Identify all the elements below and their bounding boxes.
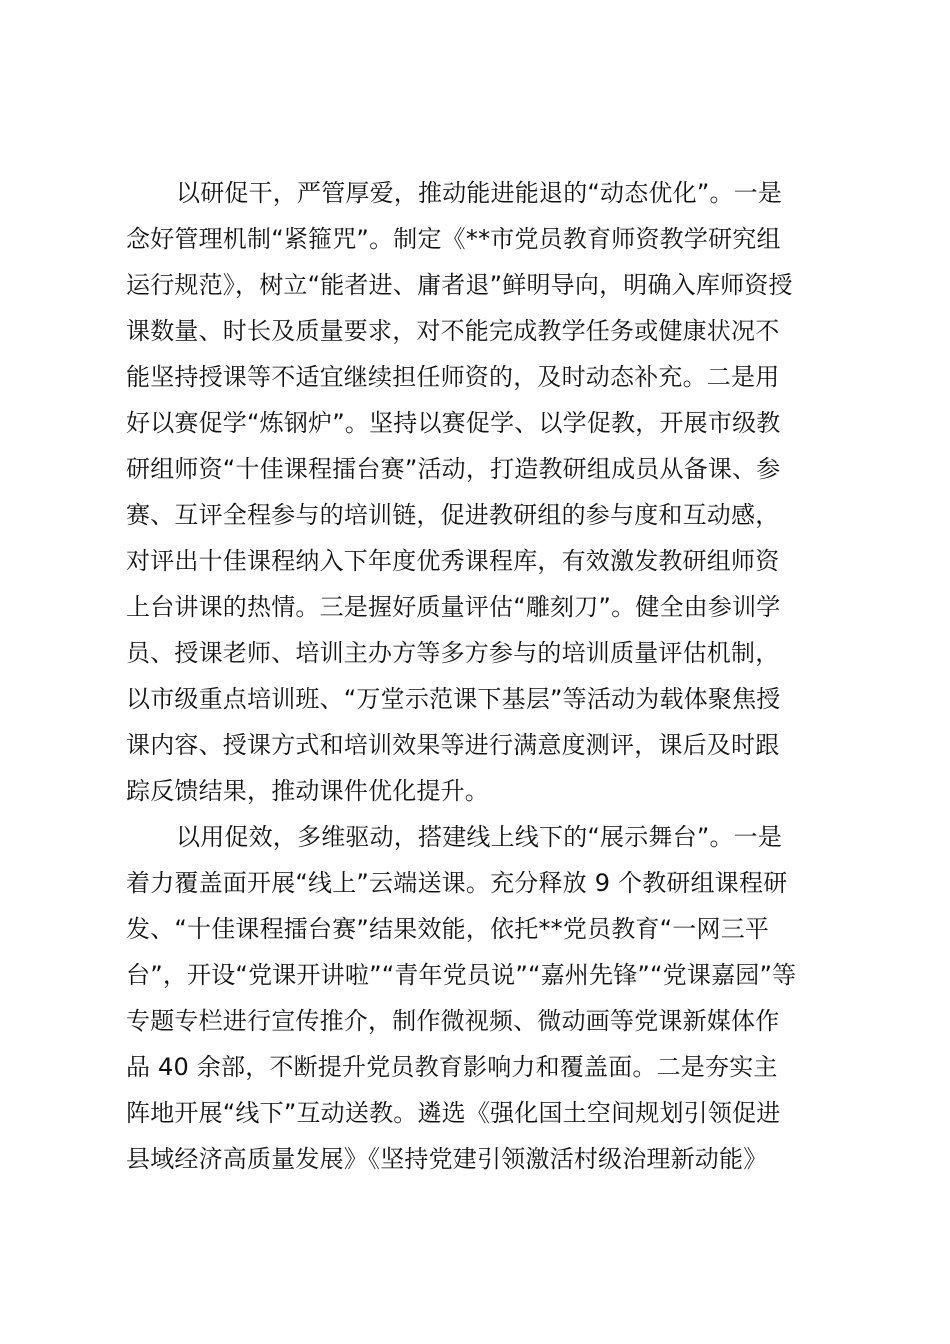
text-line: 以市级重点培训班、“万堂示范课下基层”等活动为载体聚焦授 (126, 685, 781, 713)
text-line: 踪反馈结果，推动课件优化提升。 (126, 777, 489, 805)
text-line: 课内容、授课方式和培训效果等进行满意度测评，课后及时跟 (126, 731, 780, 759)
text-line: 念好管理机制“紧箍咒”。制定《**市党员教育师资教学研究组 (126, 225, 781, 253)
paragraph-2 (126, 820, 826, 1188)
paragraph-1 (126, 176, 826, 820)
text-line: 县域经济高质量发展》《坚持党建引领激活村级治理新动能》 (126, 1145, 768, 1173)
text-line: 着力覆盖面开展“线上”云端送课。充分释放 9 个教研组课程研 (126, 869, 788, 897)
text-line: 以研促干，严管厚爱，推动能进能退的“动态优化”。一是 (176, 179, 783, 207)
text-line: 赛、互评全程参与的培训链，促进教研组的参与度和互动感， (126, 501, 780, 529)
text-line: 发、“十佳课程擂台赛”结果效能，依托**党员教育“一网三平 (126, 915, 770, 943)
text-line: 品 40 余部，不断提升党员教育影响力和覆盖面。二是夯实主 (126, 1053, 778, 1081)
text-line: 课数量、时长及质量要求，对不能完成教学任务或健康状况不 (126, 317, 780, 345)
text-line: 以用促效，多维驱动，搭建线上线下的“展示舞台”。一是 (176, 823, 783, 851)
text-line: 上台讲课的热情。三是握好质量评估“雕刻刀”。健全由参训学 (126, 593, 781, 621)
text-line: 对评出十佳课程纳入下年度优秀课程库，有效激发教研组师资 (126, 547, 780, 575)
text-line: 研组师资“十佳课程擂台赛”活动，打造教研组成员从备课、参 (126, 455, 781, 483)
text-line: 台”，开设“党课开讲啦”“青年党员说”“嘉州先锋”“党课嘉园”等 (126, 961, 797, 989)
text-line: 阵地开展“线下”互动送教。遴选《强化国土空间规划引领促进 (126, 1099, 781, 1127)
text-line: 员、授课老师、培训主办方等多方参与的培训质量评估机制， (126, 639, 780, 667)
body-text (126, 176, 826, 1188)
text-line: 专题专栏进行宣传推介，制作微视频、微动画等党课新媒体作 (126, 1007, 780, 1035)
text-line: 好以赛促学“炼钢炉”。坚持以赛促学、以学促教，开展市级教 (126, 409, 781, 437)
text-line: 运行规范》，树立“能者进、庸者退”鲜明导向，明确入库师资授 (126, 271, 793, 299)
text-line: 能坚持授课等不适宜继续担任师资的，及时动态补充。二是用 (126, 363, 780, 391)
